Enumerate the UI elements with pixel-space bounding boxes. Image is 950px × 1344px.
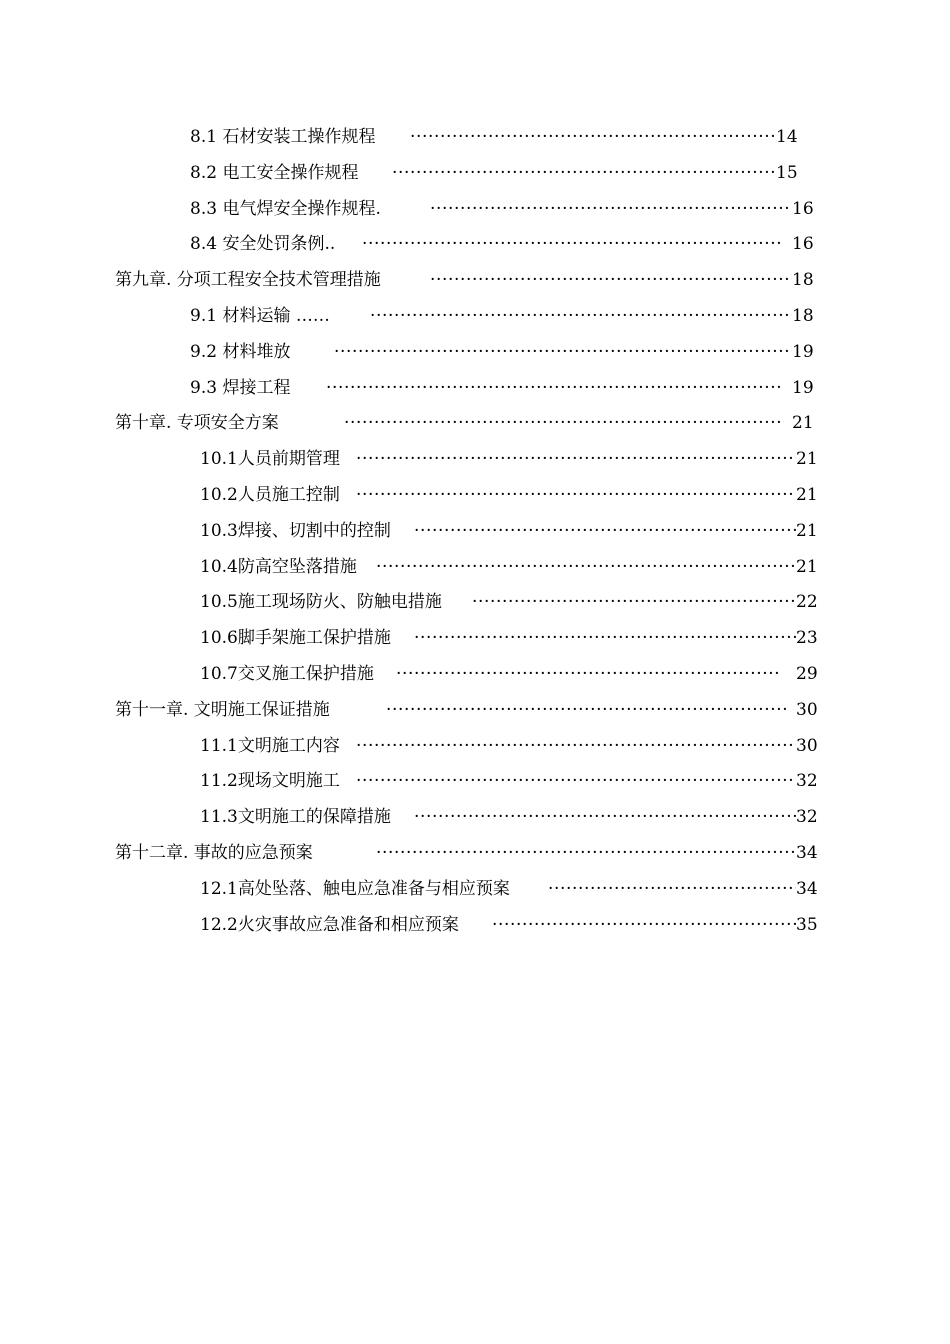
toc-leader-dots <box>414 514 796 550</box>
toc-leader-dots <box>430 263 792 299</box>
toc-entry[interactable] <box>0 514 950 550</box>
toc-entry[interactable] <box>0 263 950 299</box>
toc-entry-title: 10.2人员施工控制 <box>200 484 340 505</box>
table-of-contents <box>0 120 950 943</box>
toc-entry-title: 10.3焊接、切割中的控制 <box>200 520 391 541</box>
toc-entry-title: 12.1高处坠落、触电应急准备与相应预案 <box>200 878 510 899</box>
toc-entry[interactable] <box>0 442 950 478</box>
toc-entry[interactable] <box>0 872 950 908</box>
toc-leader-dots <box>356 764 796 800</box>
toc-entry[interactable] <box>0 764 950 800</box>
toc-page-number: 21 <box>796 484 818 505</box>
toc-page-number: 18 <box>792 305 814 326</box>
toc-entry-title: 第九章. 分项工程安全技术管理措施 <box>115 270 381 291</box>
toc-page-number: 21 <box>796 449 818 470</box>
toc-entry-title: 10.6脚手架施工保护措施 <box>200 628 391 649</box>
toc-entry-title: 11.3文明施工的保障措施 <box>200 807 391 828</box>
toc-entry[interactable] <box>0 335 950 371</box>
toc-entry-title: 12.2火灾事故应急准备和相应预案 <box>200 914 459 935</box>
toc-leader-dots <box>376 836 796 872</box>
toc-entry-title: 8.1 石材安装工操作规程 <box>190 127 376 147</box>
toc-entry-title: 8.3 电气焊安全操作规程. <box>190 198 381 219</box>
toc-page-number: 29 <box>796 663 818 684</box>
toc-entry-title: 10.4防高空坠落措施 <box>200 556 357 577</box>
toc-entry[interactable] <box>0 478 950 514</box>
toc-page-number: 32 <box>796 771 818 792</box>
toc-page-number: 32 <box>796 807 818 828</box>
toc-entry[interactable] <box>0 406 950 442</box>
toc-entry[interactable] <box>0 908 950 944</box>
toc-page-number: 21 <box>792 413 814 434</box>
toc-entry-title: 11.2现场文明施工 <box>200 771 340 792</box>
toc-leader-dots <box>414 621 796 657</box>
toc-leader-dots <box>356 478 796 514</box>
toc-leader-dots <box>492 908 796 944</box>
toc-leader-dots <box>392 156 775 192</box>
toc-leader-dots <box>356 442 796 478</box>
toc-leader-dots <box>376 550 796 586</box>
toc-entry[interactable] <box>0 120 950 156</box>
toc-page-number: 16 <box>792 234 814 255</box>
toc-entry-title: 第十章. 专项安全方案 <box>115 413 279 434</box>
toc-leader-dots <box>396 657 778 693</box>
toc-entry-title: 10.5施工现场防火、防触电措施 <box>200 592 442 613</box>
toc-page-number: 18 <box>792 270 814 291</box>
toc-page-number: 35 <box>796 914 818 935</box>
toc-entry[interactable] <box>0 836 950 872</box>
toc-leader-dots <box>410 120 775 156</box>
toc-page-number: 21 <box>796 520 818 541</box>
toc-entry[interactable] <box>0 729 950 765</box>
toc-page-number: 16 <box>792 198 814 219</box>
toc-leader-dots <box>430 192 790 228</box>
toc-leader-dots <box>386 693 786 729</box>
toc-page-number: 14 <box>776 127 798 147</box>
toc-entry[interactable] <box>0 800 950 836</box>
toc-page-number: 15 <box>776 162 798 183</box>
toc-leader-dots <box>356 729 796 765</box>
toc-page-number: 19 <box>792 341 814 362</box>
toc-entry-title: 9.2 材料堆放 <box>190 341 291 362</box>
toc-entry[interactable] <box>0 371 950 407</box>
toc-leader-dots <box>344 406 784 442</box>
toc-entry[interactable] <box>0 550 950 586</box>
toc-page-number: 30 <box>796 699 818 720</box>
toc-leader-dots <box>370 299 792 335</box>
toc-entry[interactable] <box>0 693 950 729</box>
toc-entry-title: 第十二章. 事故的应急预案 <box>115 842 313 863</box>
toc-entry-title: 8.2 电工安全操作规程 <box>190 162 359 183</box>
toc-entry[interactable] <box>0 657 950 693</box>
toc-page-number: 30 <box>796 735 818 756</box>
toc-page-number: 22 <box>796 592 818 613</box>
toc-leader-dots <box>326 371 782 407</box>
toc-leader-dots <box>414 800 796 836</box>
toc-leader-dots <box>548 872 796 908</box>
toc-page-number: 34 <box>796 878 818 899</box>
toc-leader-dots <box>472 585 796 621</box>
toc-entry-title: 9.1 材料运输 …… <box>190 305 330 326</box>
toc-entry[interactable] <box>0 192 950 228</box>
toc-entry-title: 8.4 安全处罚条例.. <box>190 234 336 255</box>
toc-entry-title: 11.1文明施工内容 <box>200 735 340 756</box>
toc-entry[interactable] <box>0 156 950 192</box>
toc-entry[interactable] <box>0 585 950 621</box>
toc-entry[interactable] <box>0 227 950 263</box>
toc-page-number: 34 <box>796 842 818 863</box>
toc-entry-title: 9.3 焊接工程 <box>190 377 291 398</box>
toc-entry[interactable] <box>0 621 950 657</box>
toc-entry[interactable] <box>0 299 950 335</box>
toc-page-number: 23 <box>796 628 818 649</box>
toc-page-number: 19 <box>792 377 814 398</box>
toc-leader-dots <box>334 335 792 371</box>
toc-page-number: 21 <box>796 556 818 577</box>
toc-entry-title: 10.7交叉施工保护措施 <box>200 663 374 684</box>
toc-entry-title: 10.1人员前期管理 <box>200 449 340 470</box>
toc-leader-dots <box>362 227 782 263</box>
toc-entry-title: 第十一章. 文明施工保证措施 <box>115 699 330 720</box>
